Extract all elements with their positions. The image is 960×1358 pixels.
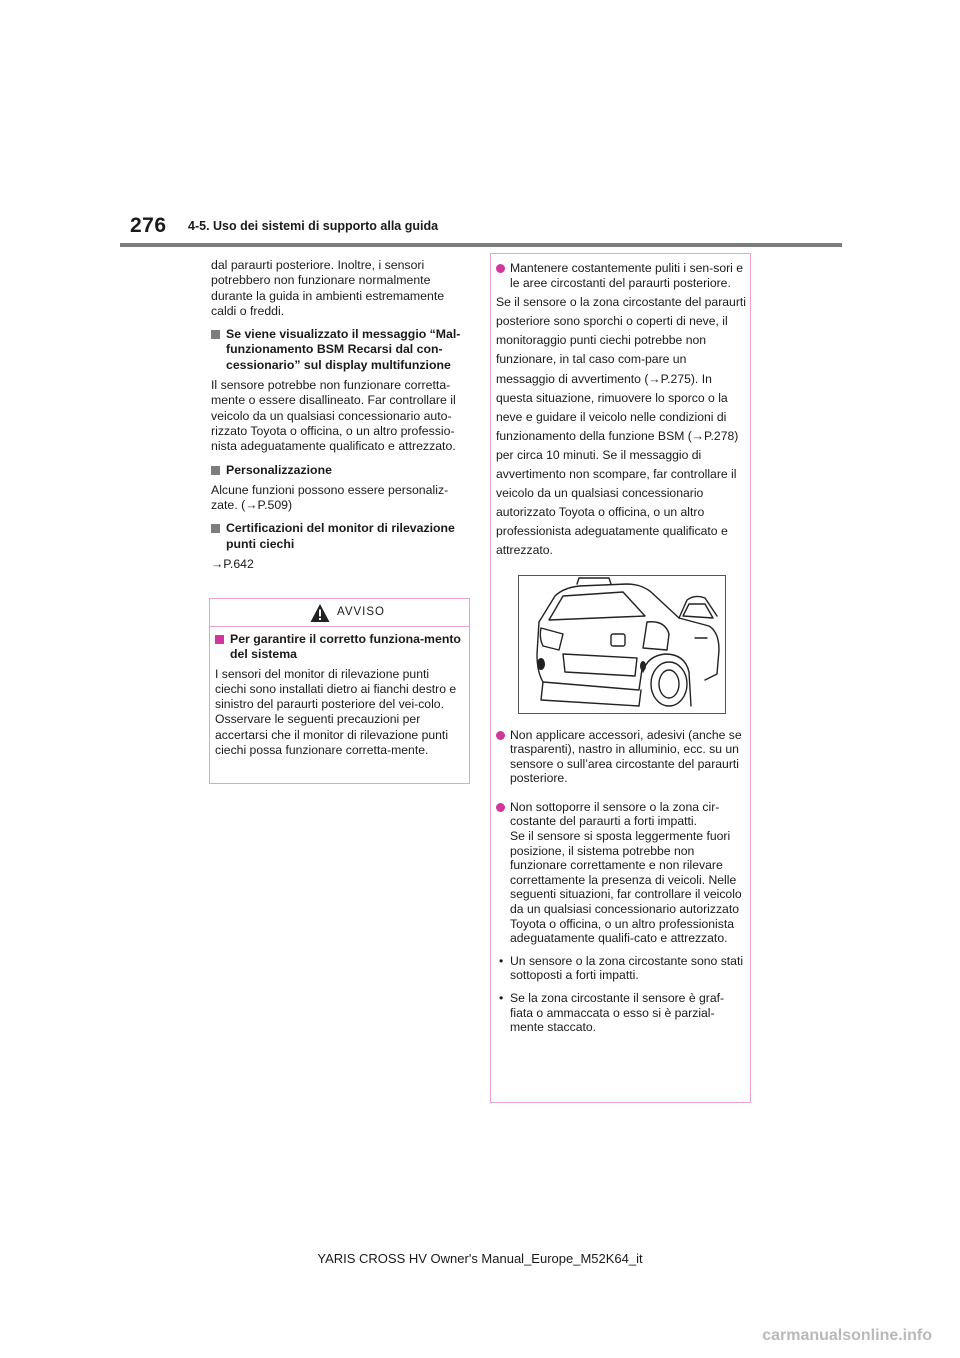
page-number: 276 (130, 214, 167, 237)
warning-body (210, 627, 469, 758)
watermark: carmanualsonline.info (762, 1327, 932, 1344)
header-rule (120, 243, 842, 247)
caution-continued-box (490, 253, 751, 1103)
dash-text: Se la zona circostante il sensore è graf-fiata o ammaccata o esso si è parzial-mente staccato. (510, 991, 725, 1035)
warning-label: AVVISO (337, 606, 385, 618)
footer-manual-id: YARIS CROSS HV Owner's Manual_Europe_M52K64_it (317, 1251, 643, 1266)
square-bullet-icon (211, 524, 220, 533)
square-bullet-icon (211, 466, 220, 475)
customization-paragraph: Alcune funzioni possono essere personaliz-zate. (→P.509) (211, 482, 449, 513)
square-bullet-icon (215, 635, 224, 644)
bullet-text: Mantenere costantemente puliti i sen-sori e le aree circostanti del paraurti posteriore. (510, 261, 744, 290)
bullet-text: Non sottoporre il sensore o la zona cir-costante del paraurti a forti impatti. (510, 799, 720, 829)
bullet-continuation: Se il sensore si sposta leggermente fuori posizione, il sistema potrebbe non funzionare correttamente e non rilevare correttamente la presenza di veicoli. Nelle seguenti situazioni, far controllare il veicolo da un qualsiasi concessionario autorizzato Toyota o officina, o un altro professionista adeguatamente qualifi-cato e attrezzato. (510, 829, 742, 946)
heading-customization (211, 463, 469, 478)
dash-text: Un sensore o la zona circostante sono stati sottoposti a forti impatti. (510, 953, 744, 983)
warning-header (210, 599, 469, 627)
bsm-message-paragraph: Il sensore potrebbe non funzionare corretta-mente o essere disallineato. Far controllare il veicolo da un qualsiasi concessionario auto-rizzato Toyota o officina, o un altro professio-nista adeguatamente qualificato e attrezzato. (211, 378, 456, 454)
dash-item-scratched (496, 991, 746, 1035)
square-bullet-icon (211, 330, 220, 339)
heading-text: Per garantire il corretto funziona-mento del sistema (230, 632, 461, 662)
warning-paragraph: I sensori del monitor di rilevazione punti ciechi sono installati dietro ai fianchi destro e sinistro del paraurti posteriore del vei-colo. Osservare le seguenti precauzioni per accertarsi che il monitor di rilevazione punti ciechi possa funzionare corretta-mente. (215, 666, 457, 758)
heading-bsm-message (211, 327, 469, 373)
intro-paragraph: dal paraurti posteriore. Inoltre, i sensori potrebbero non funzionare normalmente durante la guida in ambienti estremamente caldi o freddi. (211, 258, 445, 318)
heading-text: Personalizzazione (226, 462, 332, 477)
dot-bullet-icon: • (499, 991, 504, 1005)
bullet-no-impacts (496, 800, 746, 946)
heading-text: Se viene visualizzato il messaggio “Mal-funzionamento BSM Recarsi dal con-cessionario” sul display multifunzione (226, 327, 461, 372)
dirty-sensor-paragraph: Se il sensore o la zona circostante del paraurti posteriore sono sporchi o coperti di neve, il monitoraggio punti ciechi potrebbe non funzionare, in tal caso com-pare un messaggio di avvertimento (→P.275). In questa situazione, rimuovere lo sporco o la neve e guidare il veicolo nelle condizioni di funzionamento della funzione BSM (→P.278) per circa 10 minuti. Se il messaggio di avvertimento non scompare, far controllare il veicolo da un qualsiasi concessionario autorizzato Toyota o officina, o un altro professionista adeguatamente qualificato e attrezzato. (496, 295, 746, 558)
heading-certifications (211, 521, 469, 552)
warning-triangle-icon (310, 603, 330, 623)
circle-bullet-icon (496, 731, 505, 740)
circle-bullet-icon (496, 803, 505, 812)
certifications-reference: →P.642 (211, 557, 254, 572)
rear-bumper-sensor-illustration (518, 575, 726, 714)
heading-text: Certificazioni del monitor di rilevazione punti ciechi (226, 521, 455, 551)
bullet-text: Non applicare accessori, adesivi (anche se trasparenti), nastro in alluminio, ecc. su un sensore o sull’area circostante del paraurti posteriore. (510, 727, 742, 786)
bullet-no-accessories (496, 728, 746, 786)
warning-box (209, 598, 470, 784)
circle-bullet-icon (496, 264, 505, 273)
section-title: 4-5. Uso dei sistemi di supporto alla guida (188, 219, 439, 233)
dash-item-impacts (496, 954, 746, 983)
vehicle-rear-icon (519, 576, 725, 713)
warning-heading (215, 632, 463, 663)
left-column (211, 258, 469, 572)
dot-bullet-icon: • (499, 953, 504, 968)
bullet-keep-clean (496, 261, 746, 290)
